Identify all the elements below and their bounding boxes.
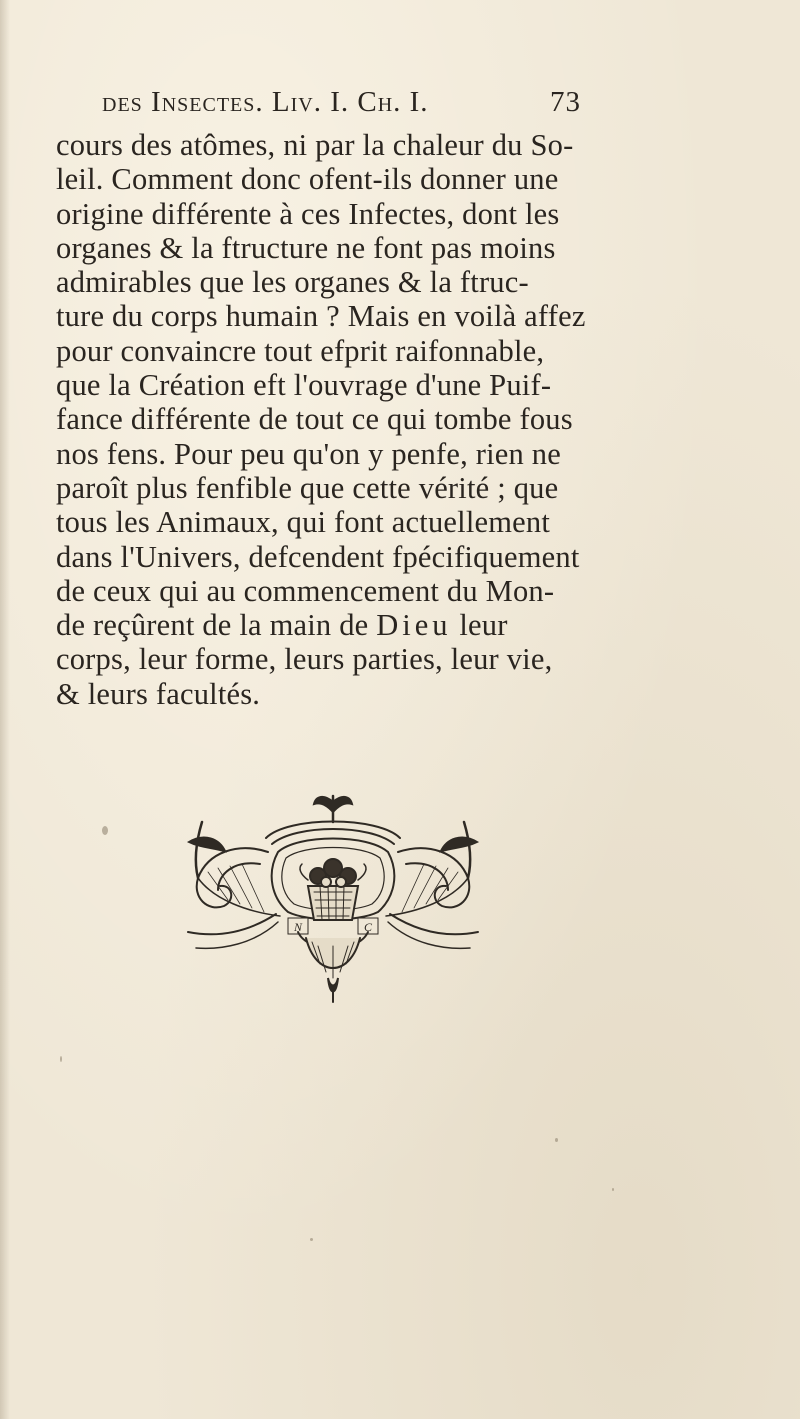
text-line: organes & la ftructure ne font pas moins xyxy=(56,230,556,265)
paper-speck xyxy=(102,826,108,835)
tailpiece-vignette-icon xyxy=(168,782,498,1007)
text-line: leil. Comment donc ofent-ils donner une xyxy=(56,162,559,197)
paper-speck xyxy=(310,1238,313,1241)
small-caps-dieu: Dieu xyxy=(376,608,452,643)
text-line: ture du corps humain ? Mais en voilà affez xyxy=(56,299,586,334)
paper-speck xyxy=(60,1056,62,1062)
paper-speck xyxy=(555,1138,558,1142)
text-line: cours des atômes, ni par la chaleur du So- xyxy=(56,128,574,162)
text-line: nos fens. Pour peu qu'on y penfe, rien ne xyxy=(56,436,561,471)
body-text xyxy=(56,128,676,711)
text-line: fance différente de tout ce qui tombe fous xyxy=(56,402,573,437)
text-line: que la Création eft l'ouvrage d'une Puif- xyxy=(56,368,552,403)
text-line: paroît plus fenfible que cette vérité ; que xyxy=(56,470,559,505)
paper-speck xyxy=(612,1188,614,1191)
text-line: admirables que les organes & la ftruc- xyxy=(56,265,529,300)
running-head-title: des Insectes. Liv. I. Ch. I. xyxy=(102,86,429,118)
text-line: corps, leur forme, leurs parties, leur vie, xyxy=(56,642,553,677)
text-line: dans l'Univers, defcendent fpécifiquement xyxy=(56,539,580,574)
running-head xyxy=(102,86,602,122)
ornament-initial-left: N xyxy=(293,920,303,934)
page-number: 73 xyxy=(550,86,581,118)
page-edge-shadow xyxy=(0,0,10,1419)
text-line: origine différente à ces Infectes, dont les xyxy=(56,196,560,231)
text-line: pour convaincre tout efprit raifonnable, xyxy=(56,333,545,368)
text-fragment: de reçûrent de la main de xyxy=(56,608,377,643)
text-fragment: leur xyxy=(451,608,508,643)
text-line: & leurs facultés. xyxy=(56,676,261,711)
text-line: tous les Animaux, qui font actuellement xyxy=(56,505,551,540)
text-line xyxy=(56,608,676,642)
ornament-initial-right: C xyxy=(363,920,373,934)
text-line: de ceux qui au commencement du Mon- xyxy=(56,573,555,608)
